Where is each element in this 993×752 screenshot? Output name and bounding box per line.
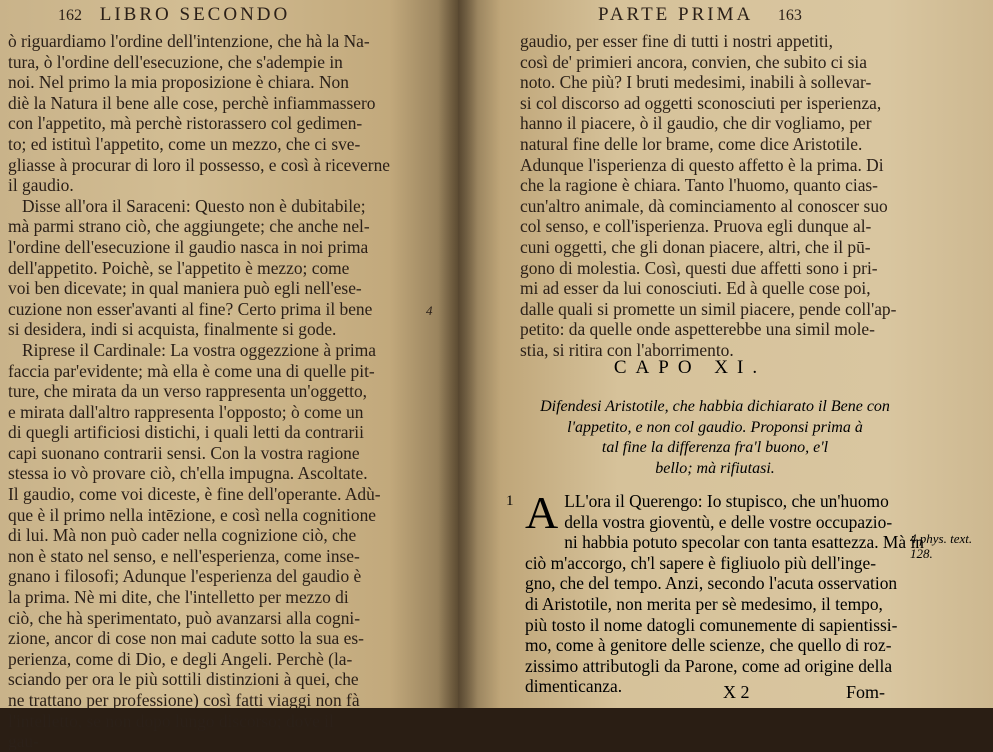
- left-page-number: 162: [58, 7, 82, 24]
- text-line: faccia par'evidente; mà ella è come una di quelle pit-: [8, 360, 375, 381]
- chapter-heading: CAPO XI.: [613, 357, 767, 378]
- text-line: voi ben dicevate; in qual maniera può egli nell'ese-: [8, 278, 362, 299]
- text-line: ne trattano per professione) così fatti viaggi non fà: [8, 690, 360, 710]
- text-line: hanno il piacere, ò il gaudio, che dir vogliamo, per: [520, 113, 872, 134]
- text-line: il gaudio.: [8, 175, 74, 196]
- text-line: ciò m'accorgo, ch'l sapere è figliuolo più dell'inge-: [525, 552, 876, 573]
- text-line: gono di molestia. Così, questi due affetti sono i pri-: [520, 257, 878, 278]
- chapter-summary: [520, 397, 910, 479]
- text-line: natural fine delle lor brame, come dice Aristotile.: [520, 133, 863, 154]
- text-line: capi suonano contrarii sensi. Con la vostra ragione: [8, 442, 360, 463]
- text-line: noi. Nel primo la mia proposizione è chiara. Non: [8, 72, 349, 93]
- left-running-title: LIBRO SECONDO: [99, 4, 291, 25]
- right-running-head: [598, 4, 802, 26]
- text-line: petito: da quelle onde aspetterebbe una simil mole-: [520, 319, 875, 340]
- text-line: ciò, che hà sperimentato, può avanzarsi alla cogni-: [8, 607, 361, 628]
- text-line: e mirata dall'altro rappresenta l'opposto; ò come un: [8, 401, 364, 422]
- text-line: la prima. Nè mi dite, che l'intelletto per mezzo di: [8, 587, 349, 608]
- text-line: bello; mà rifiutasi.: [655, 459, 775, 477]
- text-line: LL'ora il Querengo: Io stupisco, che un'huomo: [564, 491, 889, 511]
- right-page-text: [520, 31, 906, 361]
- text-line: gliasse à procurar di loro il possesso, e così à riceverne: [8, 154, 390, 175]
- text-line: diè la Natura il bene alle cose, perchè infiammassero: [8, 92, 376, 113]
- signature-mark: X 2: [723, 682, 750, 702]
- text-line: gno, che del tempo. Anzi, secondo l'acuta osservation: [525, 573, 898, 594]
- text-line: con l'appetito, mà perchè ristorassero col gedimen-: [8, 113, 363, 134]
- paragraph-number: 1: [506, 493, 514, 509]
- text-line: perienza, come di Dio, e degli Angeli. Perchè (la-: [8, 648, 353, 669]
- text-line: sciando per ora le più sottili distinzioni à quei, che: [8, 669, 359, 690]
- text-line: Il gaudio, come voi diceste, è fine dell'operante. Adù-: [8, 484, 381, 505]
- text-line: della vostra gioventù, e delle vostre occupazio-: [564, 511, 893, 532]
- chapter-body: [525, 487, 924, 697]
- drop-cap: A: [525, 487, 559, 538]
- text-line: tal fine la differenza fra'l buono, e'l: [601, 439, 829, 456]
- text-line: l'intelletto, se non dopo lungo discorso; dove il: [8, 710, 334, 731]
- text-line: stessa io vò provare ciò, ch'ella impugna. Ascoltate.: [8, 463, 368, 484]
- left-margin-note: 4: [426, 303, 433, 318]
- chapter-lines: [525, 487, 924, 697]
- text-line: Adunque l'isperienza di questo affetto è la prima. Di: [520, 154, 884, 175]
- text-line: gnano i filosofi; Adunque l'esperienza del gaudio è: [8, 566, 362, 587]
- text-line: que è il primo nella intēzione, e così nella cognitione: [8, 504, 376, 525]
- text-line: che la ragione è chiara. Tanto l'huomo, quanto cias-: [520, 175, 878, 196]
- text-line: dimenticanza.: [525, 676, 623, 697]
- text-line: l'ordine dell'esecuzione il gaudio nasca in noi prima: [8, 236, 369, 257]
- right-margin-note: 4 phys. text. 128.: [910, 531, 973, 561]
- left-page-text: [8, 31, 422, 752]
- right-running-title: PARTE PRIMA: [598, 4, 753, 25]
- text-line: col senso, e coll'isperienza. Pruova egli dunque al-: [520, 216, 872, 237]
- text-line: tura, ò l'ordine dell'esecuzione, che s'adempie in: [8, 51, 343, 72]
- text-line: zissimo attributogli da Parone, come ad origine della: [525, 655, 893, 676]
- text-line: di Aristotile, non merita per sè medesimo, il tempo,: [525, 593, 883, 614]
- text-line: ò riguardiamo l'ordine dell'intenzione, che hà la Na-: [8, 31, 370, 51]
- text-line: cun'altro animale, dà cominciamento al conoscer suo: [520, 195, 888, 216]
- text-line: cuni oggetti, che gli donan piacere, altri, che il pū-: [520, 236, 871, 257]
- text-line: mo, come à genitore delle scienze, che quello di roz-: [525, 635, 892, 656]
- right-page-number: 163: [777, 7, 802, 24]
- text-line: Difendesi Aristotile, che habbia dichiarato il Bene con: [540, 398, 890, 415]
- text-line: di lui. Mà non può cader nella cognizione ciò, che: [8, 525, 357, 546]
- text-line: di quegli artificiosi distichi, i quali letti da contrarii: [8, 422, 364, 443]
- text-line: si col discorso ad oggetti sconosciuti per isperienza,: [520, 92, 882, 113]
- text-line: più tosto il nome datogli comunemente di sapientissi-: [525, 614, 898, 635]
- text-line: dell'appetito. Poichè, se l'appetito è mezzo; come: [8, 257, 350, 278]
- text-line: mi ad esser da lui conosciuti. Ed à quelle cose poi,: [520, 278, 871, 299]
- text-line: Disse all'ora il Saraceni: Questo non è dubitabile;: [22, 195, 366, 216]
- text-line: gau-: [8, 731, 39, 752]
- text-line: stia, si ritira con l'aborrimento.: [520, 339, 734, 360]
- text-line: mà parmi strano ciò, che aggiungete; che anche nel-: [8, 216, 370, 237]
- text-line: cuzione non esser'avanti al fine? Certo prima il bene: [8, 298, 373, 319]
- text-line: zione, ancor di cose non mai cadute sotto la sua es-: [8, 628, 364, 649]
- left-page: [0, 0, 458, 752]
- text-line: dalle quali si promette un simil piacere, pende coll'ap-: [520, 298, 897, 319]
- text-line: si desidera, indi si acquista, finalmente si gode.: [8, 319, 337, 340]
- text-line: Riprese il Cardinale: La vostra oggezzione à prima: [22, 339, 376, 360]
- text-line: gaudio, per esser fine di tutti i nostri appetiti,: [520, 31, 833, 51]
- left-running-head: [58, 4, 290, 26]
- text-line: ni habbia potuto specolar con tanta esattezza. Mà in: [564, 532, 924, 553]
- catchword: Fom-: [846, 682, 886, 702]
- text-line: noto. Che più? I bruti medesimi, inabili à sollevar-: [520, 72, 872, 93]
- text-line: to; ed istituì l'appetito, come un mezzo, che ci sve-: [8, 133, 361, 154]
- text-line: l'appetito, e non col gaudio. Proponsi prima à: [567, 418, 863, 436]
- text-line: ture, che mirata da un verso rappresenta un'oggetto,: [8, 381, 368, 402]
- text-line: non è stato nel senso, e nell'esperienza, come inse-: [8, 545, 360, 566]
- text-line: così de' primieri ancora, convien, che subito ci sia: [520, 51, 867, 72]
